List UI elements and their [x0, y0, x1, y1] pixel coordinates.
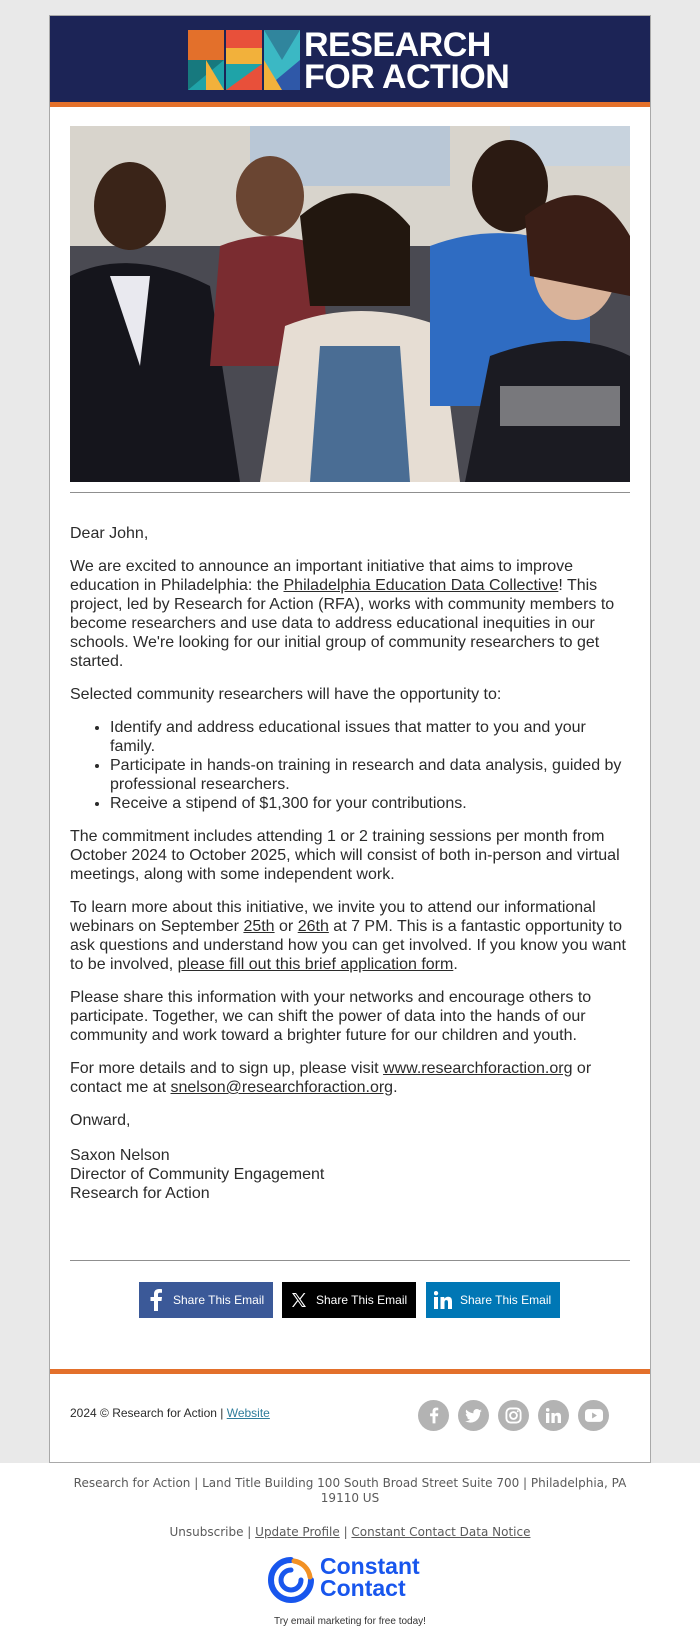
youtube-icon[interactable]	[578, 1400, 609, 1431]
webinar-paragraph: To learn more about this initiative, we invite you to attend our informational webinars on September 25th or 26th at 7 PM. This is a fantastic opportunity to ask questions and understand how you can get involved. If you know you want to be involved, please fill out this brief application form.	[70, 899, 626, 973]
webinar-26th-link[interactable]: 26th	[297, 918, 329, 935]
website-link[interactable]: www.researchforaction.org	[383, 1060, 573, 1077]
signature-org: Research for Action	[70, 1185, 210, 1202]
list-item: • Participate in hands-on training in research and data analysis, guided by professional researchers.	[110, 756, 630, 794]
application-form-link[interactable]: please fill out this brief application form	[177, 956, 454, 973]
header-accent-bar	[50, 102, 650, 107]
divider-bottom	[70, 1260, 630, 1261]
share-linkedin-label: Share This Email	[460, 1293, 552, 1307]
intro-paragraph: We are excited to announce an important initiative that aims to improve education in Philadelphia: the Philadelphia Education Data Collective! This project, led by Research for Action (RFA), works with community members to become researchers and use data to address educational inequities in our schools. We're looking for our initial group of community researchers to get started.	[70, 558, 615, 670]
opportunity-intro: Selected community researchers will have the opportunity to:	[70, 686, 502, 703]
unsubscribe-link[interactable]: Unsubscribe	[169, 1525, 244, 1539]
rfa-logo-mark-icon	[188, 30, 300, 90]
email-card	[49, 15, 651, 1463]
webinar-25th-link[interactable]: 25th	[243, 918, 275, 935]
constant-contact-mark-icon	[268, 1557, 314, 1603]
linkedin-icon[interactable]	[538, 1400, 569, 1431]
details-paragraph: For more details and to sign up, please visit www.researchforaction.org or contact me at snelson@researchforaction.org.	[70, 1060, 592, 1096]
constant-contact-wordmark: Constant Contact	[320, 1553, 420, 1601]
cc-footer	[0, 1463, 700, 1652]
signature-title: Director of Community Engagement	[70, 1166, 325, 1183]
share-facebook-button[interactable]	[139, 1282, 273, 1318]
facebook-icon	[139, 1282, 173, 1318]
logo-wordmark	[304, 26, 510, 96]
data-notice-link[interactable]: Constant Contact Data Notice	[351, 1525, 531, 1539]
x-icon	[282, 1282, 316, 1318]
facebook-icon[interactable]	[418, 1400, 449, 1431]
update-profile-link[interactable]: Update Profile	[255, 1525, 340, 1539]
footer-website-link[interactable]: Website	[226, 1406, 270, 1420]
share-x-label: Share This Email	[316, 1293, 408, 1307]
email-header	[50, 16, 650, 102]
email-link[interactable]: snelson@researchforaction.org	[170, 1079, 394, 1096]
share-paragraph: Please share this information with your networks and encourage others to participate. Together, we can shift the power of data into the hands of our community and work toward a brighter future for our children and youth.	[70, 989, 592, 1044]
divider-top	[70, 492, 630, 493]
logo-line2: FOR ACTION	[304, 58, 510, 96]
signature-name: Saxon Nelson	[70, 1147, 170, 1164]
footer-links: Unsubscribe | Update Profile | Constant Contact Data Notice	[169, 1525, 531, 1539]
footer-copyright: 2024 © Research for Action | Website	[70, 1406, 270, 1420]
constant-contact-logo[interactable]	[268, 1555, 438, 1605]
footer-accent-bar	[50, 1369, 650, 1374]
letter-body	[70, 524, 630, 1203]
instagram-icon[interactable]	[498, 1400, 529, 1431]
linkedin-icon	[426, 1282, 460, 1318]
data-collective-link[interactable]: Philadelphia Education Data Collective	[283, 577, 559, 594]
hero-photo-illustration	[70, 126, 630, 482]
twitter-icon[interactable]	[458, 1400, 489, 1431]
list-item: • Identify and address educational issues that matter to you and your family.	[110, 718, 630, 756]
logo-line1: RESEARCH	[304, 26, 491, 64]
opportunity-list	[70, 718, 630, 813]
share-x-button[interactable]	[282, 1282, 416, 1318]
share-facebook-label: Share This Email	[173, 1293, 265, 1307]
greeting: Dear John,	[70, 525, 149, 542]
hero-photo	[70, 126, 630, 482]
cc-tagline[interactable]: Try email marketing for free today!	[274, 1616, 426, 1627]
commitment-paragraph: The commitment includes attending 1 or 2 training sessions per month from October 2024 to October 2025, which will consist of both in-person and virtual meetings, along with some independent work.	[70, 828, 620, 883]
share-linkedin-button[interactable]	[426, 1282, 560, 1318]
closing: Onward,	[70, 1112, 131, 1129]
mailing-address: Research for Action | Land Title Building 100 South Broad Street Suite 700 | Philadelphia, PA 19110 US	[73, 1476, 627, 1505]
list-item: • Receive a stipend of $1,300 for your contributions.	[110, 794, 630, 813]
share-buttons	[139, 1282, 559, 1318]
signature	[70, 1146, 630, 1203]
rfa-logo[interactable]	[188, 26, 518, 96]
